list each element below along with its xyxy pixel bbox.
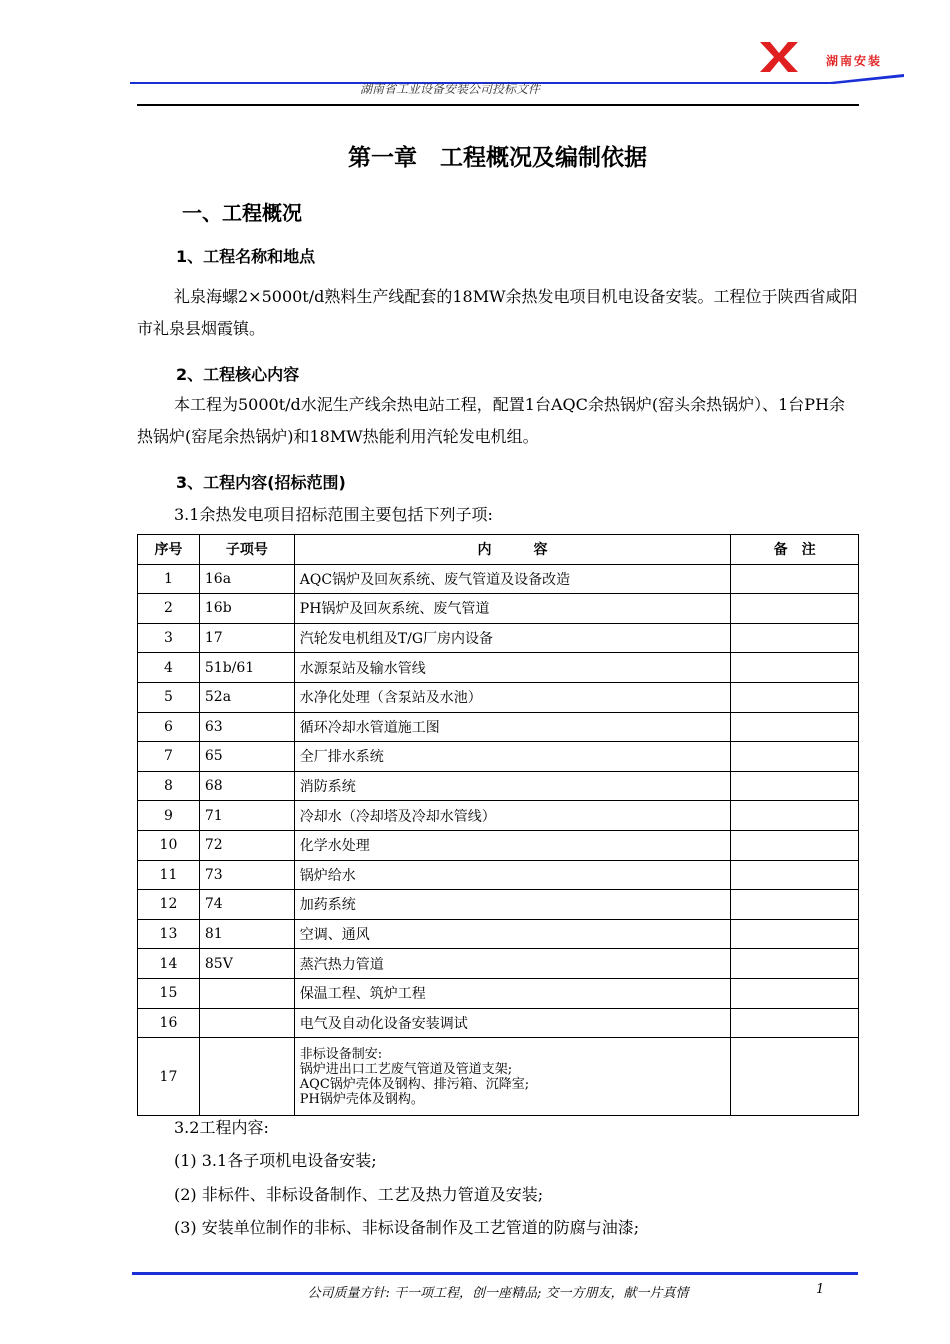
- logo-text: 湖南安装: [826, 54, 883, 68]
- row-no: 1: [138, 564, 200, 594]
- content-line: 锅炉进出口工艺废气管道及管道支架;: [299, 1061, 513, 1077]
- row-no: 13: [138, 919, 200, 949]
- row-subitem: 17: [199, 623, 294, 653]
- subsection-2-text: 本工程为5000t/d水泥生产线余热电站工程，配置1台AQC余热锅炉(窑头余热锅炉）、1台PH余热锅炉(窑尾余热锅炉)和18MW热能利用汽轮发电机组。: [137, 395, 846, 446]
- footer-motto: 公司质量方针: 干一项工程，创一座精品; 交一方朋友，献一片真情: [307, 1286, 689, 1301]
- row-no: 17: [138, 1038, 200, 1116]
- row-no: 9: [138, 801, 200, 831]
- table-row: [138, 771, 859, 801]
- row-note: [731, 830, 859, 860]
- row-no: 14: [138, 949, 200, 979]
- col-header-note: 备 注: [731, 535, 859, 565]
- row-no: 3: [138, 623, 200, 653]
- row-content: AQC锅炉及回灰系统、废气管道及设备改造: [294, 564, 730, 594]
- row-content: 冷却水（冷却塔及冷却水管线）: [294, 801, 730, 831]
- row-note: [731, 564, 859, 594]
- row-no: 15: [138, 978, 200, 1008]
- row-note: [731, 594, 859, 624]
- row-no: 8: [138, 771, 200, 801]
- row-content: 电气及自动化设备安装调试: [294, 1008, 730, 1038]
- row-subitem: 71: [199, 801, 294, 831]
- table-row: [138, 801, 859, 831]
- scope-table: [137, 534, 859, 1116]
- subsection-1-title: 1、工程名称和地点: [176, 247, 316, 266]
- table-row: [138, 564, 859, 594]
- content-line: PH锅炉壳体及钢构。: [299, 1091, 424, 1107]
- row-subitem: 81: [199, 919, 294, 949]
- row-note: [731, 682, 859, 712]
- section-title: 一、工程概况: [182, 201, 302, 225]
- row-subitem: [199, 1038, 294, 1116]
- row-subitem: 73: [199, 860, 294, 890]
- table-row: [138, 1008, 859, 1038]
- company-logo: [754, 38, 804, 76]
- row-content: 蒸汽热力管道: [294, 949, 730, 979]
- table-row: [138, 742, 859, 772]
- row-subitem: 51b/61: [199, 653, 294, 683]
- table-row: [138, 890, 859, 920]
- row-note: [731, 890, 859, 920]
- col-header-content: 内 容: [294, 535, 730, 565]
- row-content: 空调、通风: [294, 919, 730, 949]
- row-subitem: 16b: [199, 594, 294, 624]
- row-no: 10: [138, 830, 200, 860]
- content-line: 非标设备制安:: [299, 1046, 383, 1062]
- table-header-row: [138, 535, 859, 565]
- col-header-no: 序号: [138, 535, 200, 565]
- table-row: [138, 860, 859, 890]
- row-note: [731, 742, 859, 772]
- row-note: [731, 771, 859, 801]
- row-subitem: [199, 1008, 294, 1038]
- row-content: 全厂排水系统: [294, 742, 730, 772]
- table-row: [138, 830, 859, 860]
- table-row: [138, 919, 859, 949]
- row-content: 汽轮发电机组及T/G厂房内设备: [294, 623, 730, 653]
- header-rule: [137, 104, 859, 106]
- table-row: [138, 653, 859, 683]
- subsection-3-title: 3、工程内容(招标范围): [176, 473, 346, 492]
- row-content: 化学水处理: [294, 830, 730, 860]
- table-row: [138, 623, 859, 653]
- row-note: [731, 978, 859, 1008]
- row-note: [731, 623, 859, 653]
- row-content: PH锅炉及回灰系统、废气管道: [294, 594, 730, 624]
- section-32-title: 3.2工程内容:: [174, 1118, 269, 1137]
- row-subitem: 74: [199, 890, 294, 920]
- table-row: [138, 949, 859, 979]
- row-subitem: 63: [199, 712, 294, 742]
- row-no: 7: [138, 742, 200, 772]
- row-content: 循环冷却水管道施工图: [294, 712, 730, 742]
- scope-intro: 3.1余热发电项目招标范围主要包括下列子项:: [174, 505, 493, 524]
- content-line: AQC锅炉壳体及钢构、排污箱、沉降室;: [299, 1076, 530, 1092]
- subsection-2-title: 2、工程核心内容: [176, 365, 300, 384]
- table-row: [138, 712, 859, 742]
- subsection-1-text: 礼泉海螺2×5000t/d熟料生产线配套的18MW余热发电项目机电设备安装。工程位于陕西省咸阳市礼泉县烟霞镇。: [137, 287, 858, 338]
- row-content: 水净化处理（含泵站及水池）: [294, 682, 730, 712]
- row-note: [731, 919, 859, 949]
- row-no: 5: [138, 682, 200, 712]
- chapter-title: 第一章 工程概况及编制依据: [348, 145, 647, 171]
- section-32-item-1: (1) 3.1各子项机电设备安装;: [174, 1151, 377, 1170]
- footer-blue-band: [132, 1272, 858, 1277]
- row-note: [731, 1038, 859, 1116]
- row-note: [731, 653, 859, 683]
- row-subitem: 72: [199, 830, 294, 860]
- table-row-nonstandard: [138, 1038, 859, 1116]
- section-32-item-3: (3) 安装单位制作的非标、非标设备制作及工艺管道的防腐与油漆;: [174, 1218, 640, 1237]
- row-subitem: [199, 978, 294, 1008]
- table-row: [138, 682, 859, 712]
- page-number: 1: [816, 1282, 825, 1297]
- row-subitem: 52a: [199, 682, 294, 712]
- row-content: 水源泵站及输水管线: [294, 653, 730, 683]
- col-header-subitem: 子项号: [199, 535, 294, 565]
- row-no: 6: [138, 712, 200, 742]
- row-no: 2: [138, 594, 200, 624]
- row-subitem: 68: [199, 771, 294, 801]
- row-no: 4: [138, 653, 200, 683]
- row-note: [731, 712, 859, 742]
- row-note: [731, 949, 859, 979]
- row-no: 16: [138, 1008, 200, 1038]
- row-subitem: 85V: [199, 949, 294, 979]
- header-company-file: 湖南省工业设备安装公司投标文件: [359, 82, 540, 96]
- row-no: 12: [138, 890, 200, 920]
- row-content: 锅炉给水: [294, 860, 730, 890]
- table-row: [138, 594, 859, 624]
- row-content: 保温工程、筑炉工程: [294, 978, 730, 1008]
- row-note: [731, 1008, 859, 1038]
- row-subitem: 65: [199, 742, 294, 772]
- row-note: [731, 860, 859, 890]
- row-content: 加药系统: [294, 890, 730, 920]
- row-subitem: 16a: [199, 564, 294, 594]
- row-content: 消防系统: [294, 771, 730, 801]
- row-no: 11: [138, 860, 200, 890]
- row-note: [731, 801, 859, 831]
- table-row: [138, 978, 859, 1008]
- section-32-item-2: (2) 非标件、非标设备制作、工艺及热力管道及安装;: [174, 1185, 544, 1204]
- row-content-multiline: [294, 1038, 730, 1116]
